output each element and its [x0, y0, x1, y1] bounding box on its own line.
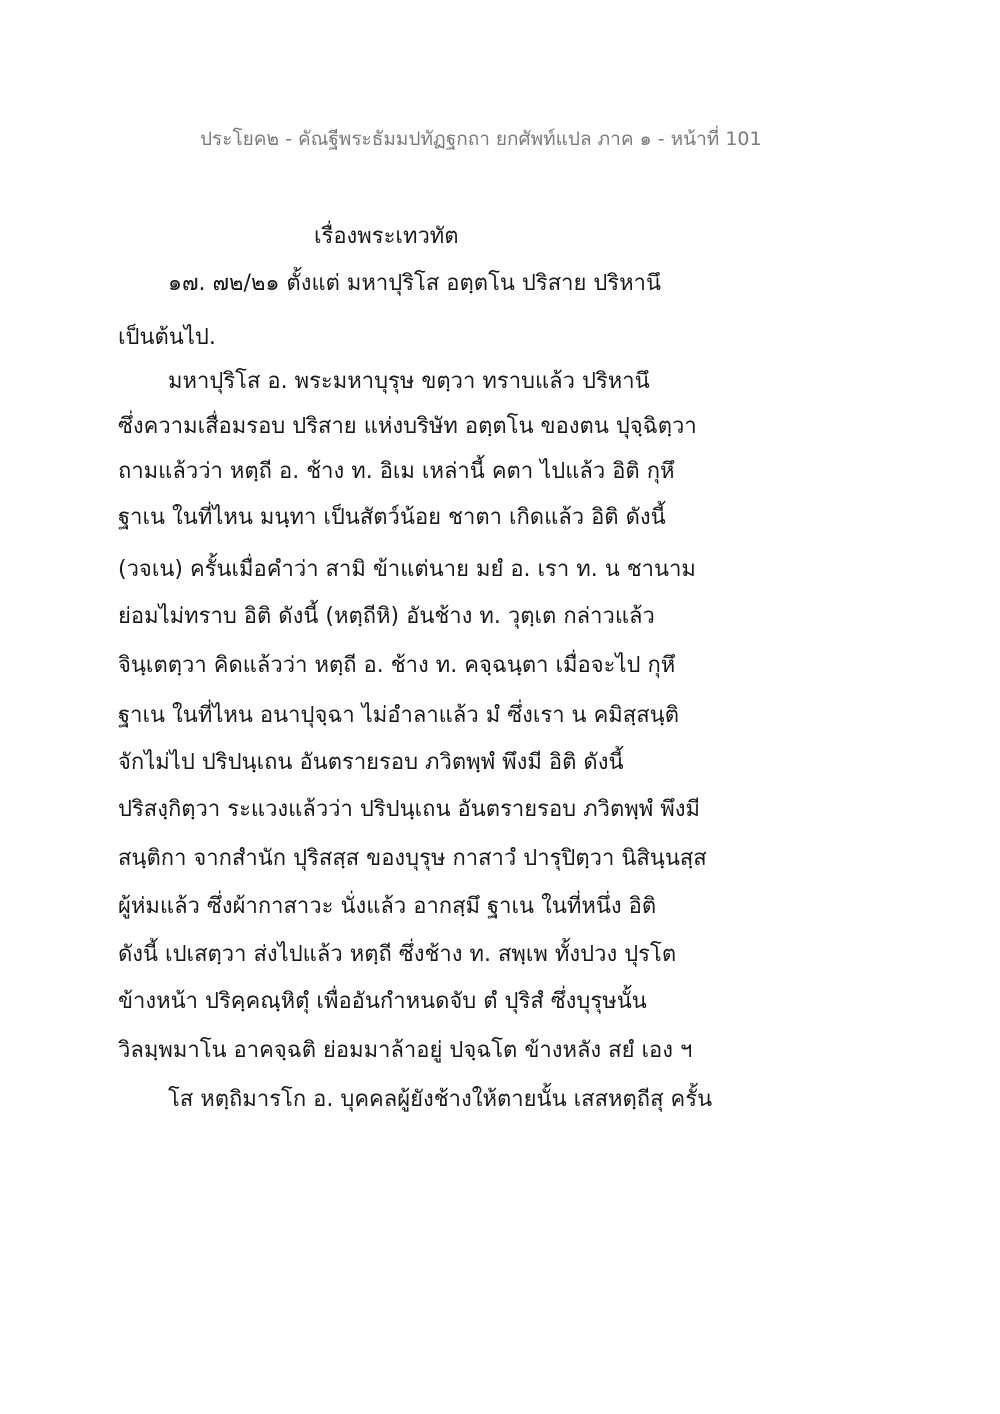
text-line: ถามแล้วว่า หตฺถี อ. ช้าง ท. อิเม เหล่านี้ คตา ไปแล้ว อิติ กุหึ: [118, 459, 675, 484]
text-line: ย่อมไม่ทราบ อิติ ดังนี้ (หตฺถีหิ) อันช้าง ท. วุตฺเต กล่าวแล้ว: [118, 604, 655, 629]
text-line: ดังนี้ เปเสตฺวา ส่งไปแล้ว หตฺถี ซึ่งช้าง ท. สพฺเพ ทั้งปวง ปุรโต: [118, 942, 677, 967]
text-line: จินฺเตตฺวา คิดแล้วว่า หตฺถี อ. ช้าง ท. คจฺฉนฺตา เมื่อจะไป กุหึ: [118, 653, 676, 678]
text-line: ๑๗. ๗๒/๒๑ ตั้งแต่ มหาปุริโส อตฺตโน ปริสาย ปริหานึ: [168, 271, 662, 296]
text-line: ข้างหน้า ปริคฺคณฺหิตุํ เพื่ออันกำหนดจับ ตํ ปุริสํ ซึ่งบุรุษนั้น: [118, 989, 647, 1014]
text-line: วิลมฺพมาโน อาคจฺฉติ ย่อมมาล้าอยู่ ปจฺฉโต ข้างหลัง สยํ เอง ฯ: [118, 1038, 693, 1063]
text-line: ซึ่งความเสื่อมรอบ ปริสาย แห่งบริษัท อตฺตโน ของตน ปุจฺฉิตฺวา: [118, 414, 697, 439]
text-line: ฐาเน ในที่ไหน อนาปุจฺฉา ไม่อำลาแล้ว มํ ซึ่งเรา น คมิสฺสนฺติ: [118, 703, 679, 728]
text-line: เป็นต้นไป.: [118, 325, 216, 350]
text-line: จักไม่ไป ปริปนฺเถน อันตรายรอบ ภวิตพฺพํ พึงมี อิติ ดังนี้: [118, 750, 624, 775]
text-line: (วจเน) ครั้นเมื่อคำว่า สามิ ข้าแต่นาย มยํ อ. เรา ท. น ชานาม: [118, 557, 696, 582]
running-header: ประโยค๒ - คัณฐีพระธัมมปทัฏฐกถา ยกศัพท์แปล ภาค ๑ - หน้าที่ 101: [200, 128, 762, 150]
text-line: ฐาเน ในที่ไหน มนฺทา เป็นสัตว์น้อย ชาตา เกิดแล้ว อิติ ดังนี้: [118, 505, 666, 530]
story-title: เรื่องพระเทวทัต: [314, 224, 459, 249]
text-line: สนฺติกา จากสำนัก ปุริสสฺส ของบุรุษ กาสาวํ ปารุปิตฺวา นิสินฺนสฺส: [118, 846, 707, 871]
text-line: มหาปุริโส อ. พระมหาบุรุษ ขตฺวา ทราบแล้ว ปริหานึ: [168, 369, 650, 394]
text-line: โส หตฺถิมารโก อ. บุคคลผู้ยังช้างให้ตายนั้น เสสหตฺถีสุ ครั้น: [168, 1087, 713, 1112]
text-line: ผู้ห่มแล้ว ซึ่งผ้ากาสาวะ นั่งแล้ว อากสฺมึ ฐาเน ในที่หนึ่ง อิติ: [118, 894, 657, 919]
text-line: ปริสงฺกิตฺวา ระแวงแล้วว่า ปริปนฺเถน อันตรายรอบ ภวิตพฺพํ พึงมี: [118, 797, 701, 822]
